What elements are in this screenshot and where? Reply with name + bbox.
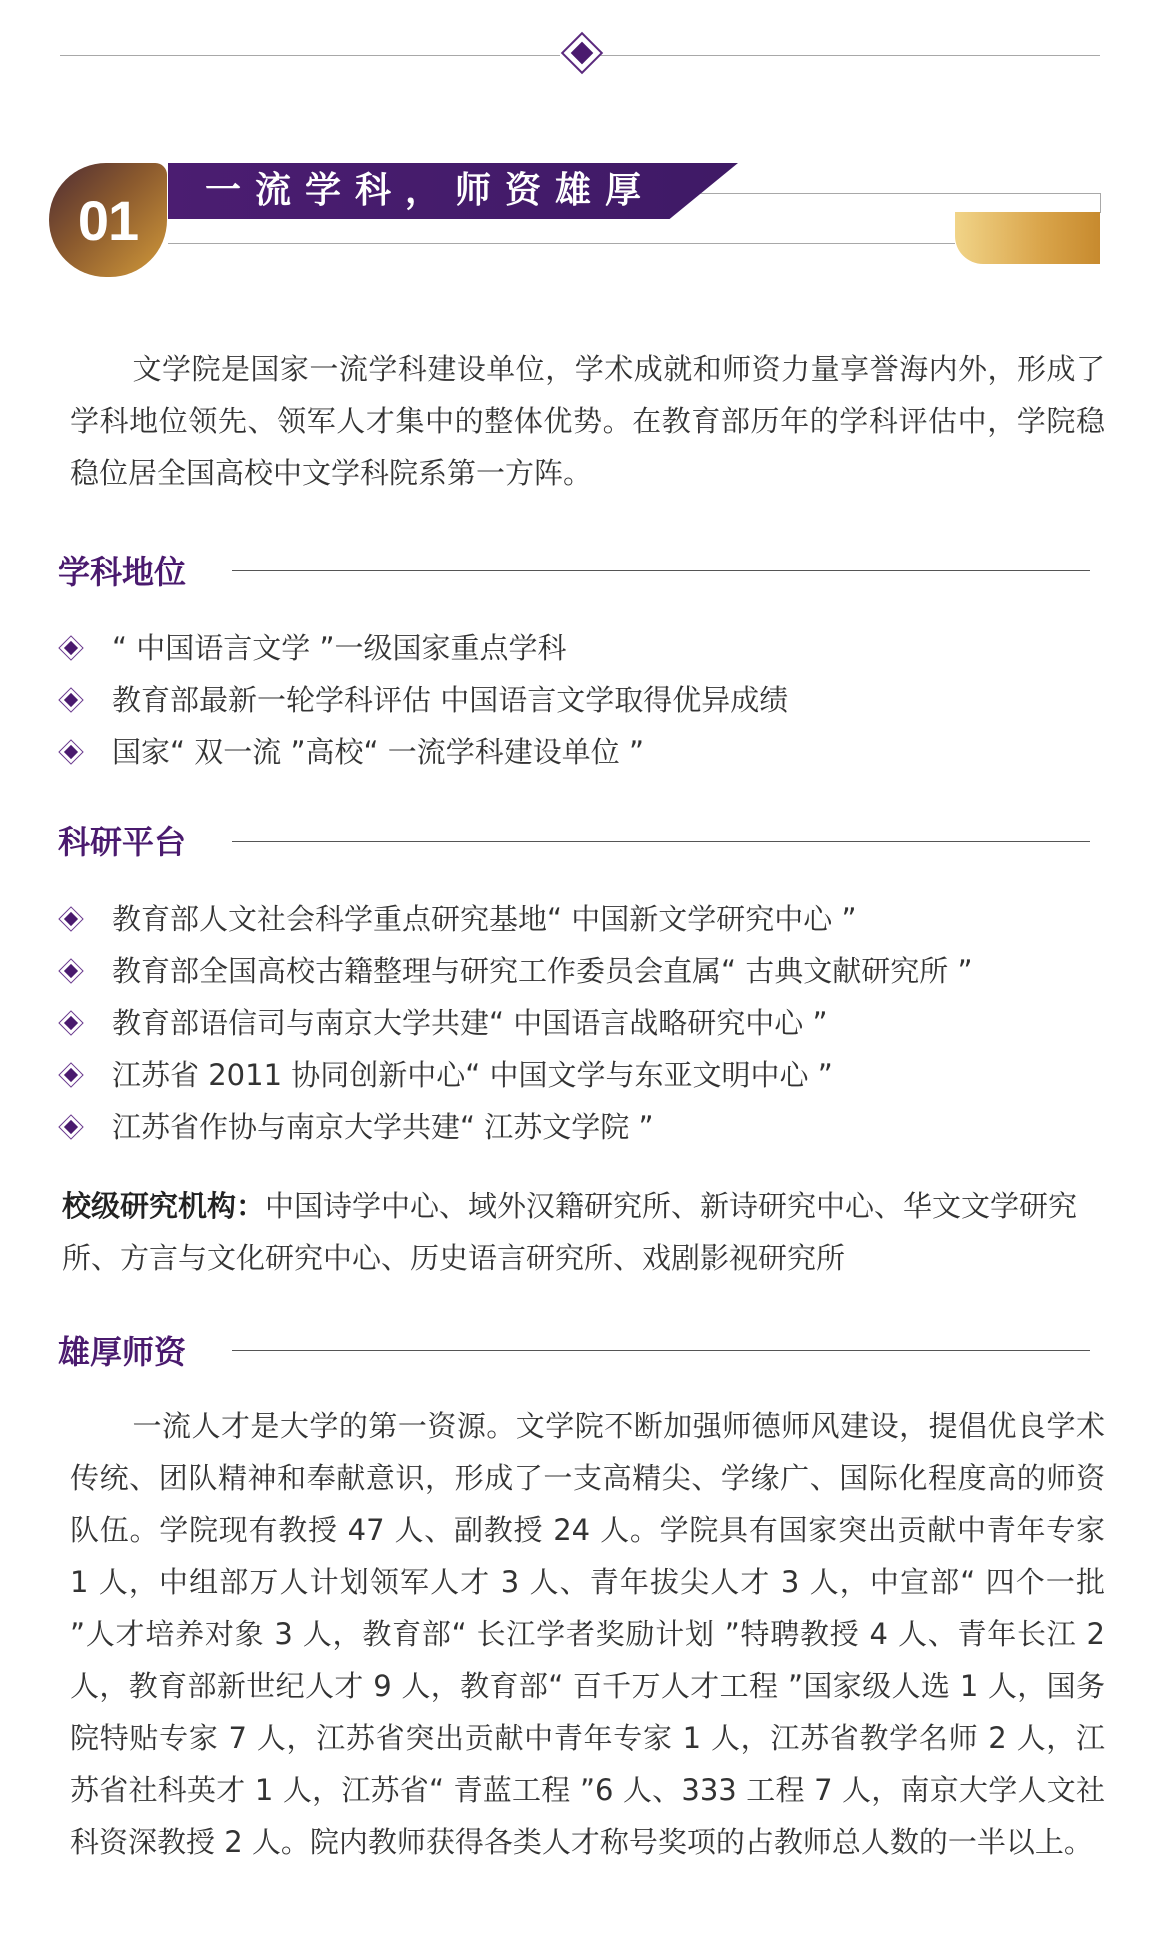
list-item-text: 教育部语信司与南京大学共建“ 中国语言战略研究中心 ” xyxy=(112,1006,828,1040)
list-item-text: 国家“ 双一流 ”高校“ 一流学科建设单位 ” xyxy=(112,735,644,769)
banner-gold-tab xyxy=(955,212,1100,264)
list-item-text: “ 中国语言文学 ”一级国家重点学科 xyxy=(112,631,567,665)
list-item xyxy=(58,997,1108,1049)
list-item xyxy=(58,945,1108,997)
diamond-bullet-icon xyxy=(62,910,80,928)
research-list xyxy=(58,893,1108,1153)
list-item-text: 教育部最新一轮学科评估 中国语言文学取得优异成绩 xyxy=(112,683,789,717)
diamond-bullet-icon xyxy=(62,691,80,709)
diamond-bullet-icon xyxy=(62,1014,80,1032)
university-institutions xyxy=(62,1180,1107,1284)
list-item xyxy=(58,1101,1108,1153)
list-item xyxy=(58,674,1108,726)
diamond-bullet-icon xyxy=(62,639,80,657)
section-number-badge: 01 xyxy=(49,163,167,277)
research-heading-rule xyxy=(232,841,1090,842)
discipline-list xyxy=(58,622,1108,778)
list-item xyxy=(58,622,1108,674)
section-title: 一流学科，师资雄厚 xyxy=(205,170,656,211)
faculty-text: 一流人才是大学的第一资源。文学院不断加强师德师风建设，提倡优良学术传统、团队精神和奉献意识，形成了一支高精尖、学缘广、国际化程度高的师资队伍。学院现有教授 47 人、副教授 24 人。学院具有国家突出贡献中青年专家 1 人，中组部万人计划领军人才 3 人、青年拔尖人才 3 人，中宣部“ 四个一批 ”人才培养对象 3 人，教育部“ 长江学者奖励计划 ”特聘教授 4 人、青年长江 2 人，教育部新世纪人才 9 人，教育部“ 百千万人才工程 ”国家级人选 1 人，国务院特贴专家 7 人，江苏省突出贡献中青年专家 1 人，江苏省教学名师 2 人，江苏省社科英才 1 人，江苏省“ 青蓝工程 ”6 人、333 工程 7 人，南京大学人文社科资深教授 2 人。院内教师获得各类人才称号奖项的占教师总人数的一半以上。 xyxy=(70,1409,1105,1859)
top-divider-line-right xyxy=(600,55,1100,56)
list-item xyxy=(58,893,1108,945)
intro-paragraph xyxy=(70,343,1105,499)
institutions-label: 校级研究机构： xyxy=(62,1189,266,1223)
list-item-text: 教育部全国高校古籍整理与研究工作委员会直属“ 古典文献研究所 ” xyxy=(112,954,973,988)
faculty-heading-rule xyxy=(232,1350,1090,1351)
banner-frame-right-line xyxy=(1100,193,1101,213)
faculty-paragraph xyxy=(70,1400,1105,1868)
banner-frame-bottom-line xyxy=(168,243,955,244)
discipline-heading-rule xyxy=(232,570,1090,571)
list-item-text: 教育部人文社会科学重点研究基地“ 中国新文学研究中心 ” xyxy=(112,902,857,936)
list-item xyxy=(58,726,1108,778)
list-item xyxy=(58,1049,1108,1101)
top-divider-line-left xyxy=(60,55,560,56)
diamond-bullet-icon xyxy=(62,1066,80,1084)
discipline-heading: 学科地位 xyxy=(58,553,187,591)
intro-text: 文学院是国家一流学科建设单位，学术成就和师资力量享誉海内外，形成了学科地位领先、领军人才集中的整体优势。在教育部历年的学科评估中，学院稳稳位居全国高校中文学科院系第一方阵。 xyxy=(70,352,1105,490)
institutions-text: 中国诗学中心、域外汉籍研究所、新诗研究中心、华文文学研究所、方言与文化研究中心、历史语言研究所、戏剧影视研究所 xyxy=(62,1189,1078,1275)
diamond-bullet-icon xyxy=(62,1118,80,1136)
list-item-text: 江苏省 2011 协同创新中心“ 中国文学与东亚文明中心 ” xyxy=(112,1058,833,1092)
diamond-bullet-icon xyxy=(62,962,80,980)
research-heading: 科研平台 xyxy=(58,823,187,861)
diamond-bullet-icon xyxy=(62,743,80,761)
list-item-text: 江苏省作协与南京大学共建“ 江苏文学院 ” xyxy=(112,1110,654,1144)
faculty-heading: 雄厚师资 xyxy=(58,1333,187,1371)
